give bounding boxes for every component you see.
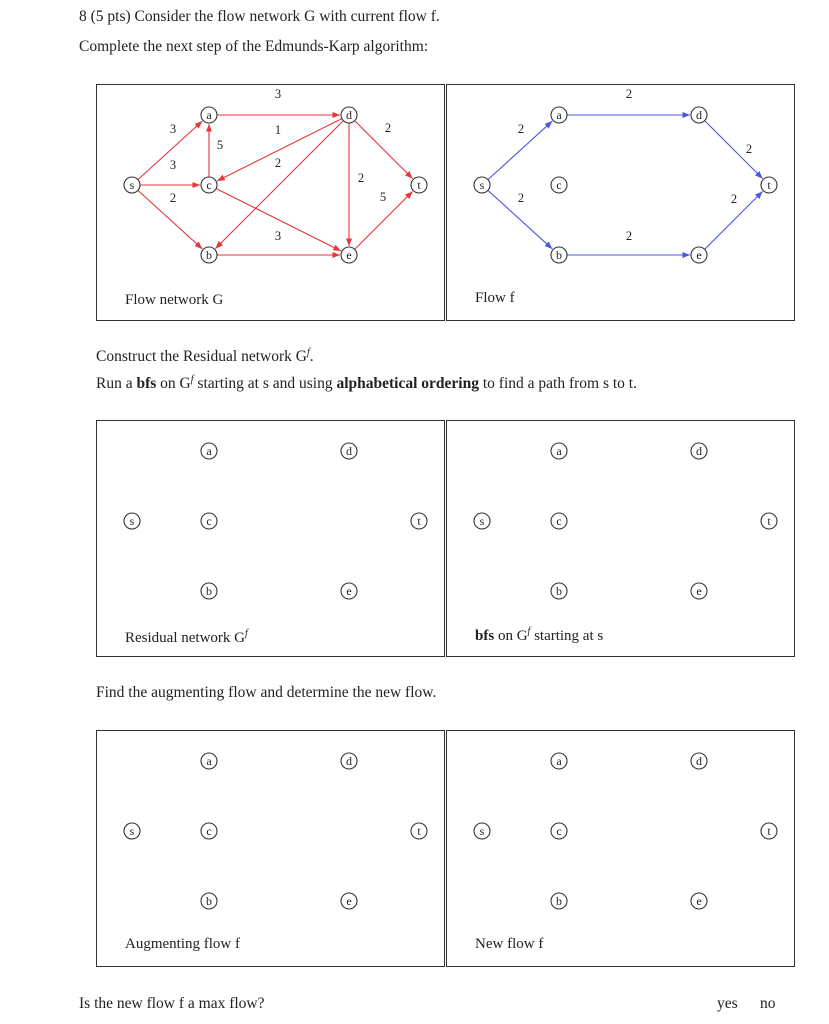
residual-node-label-d: d	[346, 444, 352, 458]
flow-node-label-e: e	[696, 248, 702, 262]
flow-network-caption: Flow network G	[125, 292, 224, 308]
network-edge-d-t	[355, 121, 413, 179]
residual-node-d	[341, 443, 357, 459]
run-bfs-instruction	[96, 374, 637, 393]
network-node-label-d: d	[346, 108, 352, 122]
run-mid1: on G	[156, 375, 191, 393]
network-node-s	[124, 177, 140, 193]
construct-tail: .	[309, 348, 314, 366]
flow-graph	[447, 85, 795, 321]
residual-node-label-s: s	[129, 514, 135, 528]
question-header	[79, 8, 440, 26]
augmenting-node-t	[411, 823, 427, 839]
bfs-node-s	[474, 513, 490, 529]
residual-node-label-b: b	[206, 584, 212, 598]
augmenting-node-d	[341, 753, 357, 769]
find-instruction: Find the augmenting flow and determine the new flow.	[96, 684, 437, 701]
network-node-c	[201, 177, 217, 193]
augmenting-node-s	[124, 823, 140, 839]
bfs-graph	[447, 421, 795, 657]
network-edge-label-a-d: 3	[274, 87, 282, 101]
network-node-b	[201, 247, 217, 263]
construct-text: Construct the Residual network G	[96, 348, 307, 366]
flow-node-s	[474, 177, 490, 193]
augmenting-node-label-c: c	[206, 824, 212, 838]
augmenting-node-b	[201, 893, 217, 909]
residual-node-label-t: t	[417, 514, 421, 528]
network-edge-label-s-b: 2	[169, 191, 177, 205]
network-node-label-b: b	[206, 248, 212, 262]
construct-sup: f	[306, 347, 310, 358]
augmenting-graph	[97, 731, 445, 967]
bfs-node-label-s: s	[479, 514, 485, 528]
network-node-label-s: s	[129, 178, 135, 192]
residual-caption-sup: f	[244, 628, 248, 639]
bfs-caption-bold: bfs	[475, 628, 495, 644]
network-edge-label-d-c: 1	[274, 123, 282, 137]
bfs-node-label-b: b	[556, 584, 562, 598]
flow-panel	[446, 84, 795, 321]
residual-node-b	[201, 583, 217, 599]
augmenting-node-label-s: s	[129, 824, 135, 838]
flow-node-label-c: c	[556, 178, 562, 192]
new-flow-graph	[447, 731, 795, 967]
flow-node-label-d: d	[696, 108, 702, 122]
construct-instruction	[96, 347, 314, 366]
flow-edge-label-s-a: 2	[517, 122, 525, 136]
new-flow-node-label-s: s	[479, 824, 485, 838]
run-mid2: starting at s and using	[193, 375, 337, 393]
bfs-node-label-e: e	[696, 584, 702, 598]
new-flow-panel[interactable]	[446, 730, 795, 967]
flow-network-graph	[97, 85, 445, 321]
residual-node-label-e: e	[346, 584, 352, 598]
augmenting-caption: Augmenting flow f	[125, 936, 240, 952]
answer-yes[interactable]: yes	[717, 995, 738, 1012]
run-sup: f	[190, 374, 194, 385]
flow-edge-label-d-t: 2	[745, 142, 753, 156]
augmenting-node-a	[201, 753, 217, 769]
augmenting-node-label-t: t	[417, 824, 421, 838]
flow-node-label-t: t	[767, 178, 771, 192]
residual-node-t	[411, 513, 427, 529]
new-flow-node-label-t: t	[767, 824, 771, 838]
residual-node-label-c: c	[206, 514, 212, 528]
bfs-node-e	[691, 583, 707, 599]
augmenting-node-c	[201, 823, 217, 839]
residual-node-c	[201, 513, 217, 529]
new-flow-node-label-a: a	[556, 754, 562, 768]
network-edge-label-b-e: 3	[274, 229, 282, 243]
bfs-node-b	[551, 583, 567, 599]
network-edge-label-d-t: 2	[384, 121, 392, 135]
augmenting-node-e	[341, 893, 357, 909]
residual-node-e	[341, 583, 357, 599]
augmenting-node-label-b: b	[206, 894, 212, 908]
instruction-line: Complete the next step of the Edmunds-Karp algorithm:	[79, 38, 429, 55]
bfs-node-label-d: d	[696, 444, 702, 458]
question-number: 8	[79, 8, 87, 25]
new-flow-node-c	[551, 823, 567, 839]
bfs-caption-rest: on G	[494, 628, 528, 644]
flow-node-label-s: s	[479, 178, 485, 192]
network-edge-label-c-e: 2	[274, 156, 282, 170]
flow-node-label-b: b	[556, 248, 562, 262]
augmenting-node-label-e: e	[346, 894, 352, 908]
bfs-node-a	[551, 443, 567, 459]
flow-edge-d-t	[705, 121, 763, 179]
residual-node-label-a: a	[206, 444, 212, 458]
flow-node-b	[551, 247, 567, 263]
bfs-caption	[475, 626, 603, 645]
run-bold-alpha: alphabetical ordering	[336, 375, 479, 393]
flow-edge-label-e-t: 2	[730, 192, 738, 206]
augmenting-node-label-a: a	[206, 754, 212, 768]
network-edge-label-d-e: 2	[357, 171, 365, 185]
network-edge-label-s-c: 3	[169, 158, 177, 172]
question-intro: Consider the flow network G with current flow f.	[134, 8, 440, 25]
network-node-label-t: t	[417, 178, 421, 192]
bfs-node-d	[691, 443, 707, 459]
bfs-caption-tail: starting at s	[530, 628, 604, 644]
residual-caption	[125, 628, 248, 647]
flow-edge-label-b-e: 2	[625, 229, 633, 243]
network-node-label-e: e	[346, 248, 352, 262]
bfs-panel[interactable]	[446, 420, 795, 657]
flow-caption: Flow f	[475, 290, 515, 306]
residual-panel[interactable]	[96, 420, 445, 657]
network-node-d	[341, 107, 357, 123]
run-tail: to find a path from s to t.	[478, 375, 637, 393]
bfs-node-label-c: c	[556, 514, 562, 528]
answer-no[interactable]: no	[760, 995, 776, 1012]
flow-node-e	[691, 247, 707, 263]
flow-edge-label-a-d: 2	[625, 87, 633, 101]
new-flow-node-s	[474, 823, 490, 839]
bfs-caption-sup: f	[527, 626, 531, 637]
new-flow-node-t	[761, 823, 777, 839]
run-prefix: Run a	[96, 375, 137, 393]
bfs-node-c	[551, 513, 567, 529]
network-node-label-c: c	[206, 178, 212, 192]
new-flow-node-label-b: b	[556, 894, 562, 908]
network-node-label-a: a	[206, 108, 212, 122]
network-node-a	[201, 107, 217, 123]
network-node-e	[341, 247, 357, 263]
new-flow-node-a	[551, 753, 567, 769]
new-flow-caption: New flow f	[475, 936, 544, 952]
residual-caption-text: Residual network G	[125, 630, 245, 646]
residual-graph	[97, 421, 445, 657]
new-flow-node-b	[551, 893, 567, 909]
flow-node-label-a: a	[556, 108, 562, 122]
new-flow-node-e	[691, 893, 707, 909]
network-edge-label-e-t: 5	[379, 190, 387, 204]
question-points: (5 pts)	[90, 8, 131, 25]
new-flow-node-label-d: d	[696, 754, 702, 768]
new-flow-node-d	[691, 753, 707, 769]
run-bold-bfs: bfs	[136, 375, 157, 393]
bfs-node-label-a: a	[556, 444, 562, 458]
augmenting-panel[interactable]	[96, 730, 445, 967]
residual-node-s	[124, 513, 140, 529]
bfs-node-t	[761, 513, 777, 529]
network-edge-label-s-a: 3	[169, 122, 177, 136]
network-node-t	[411, 177, 427, 193]
network-edge-label-c-a: 5	[216, 138, 224, 152]
max-flow-question: Is the new flow f a max flow?	[79, 995, 265, 1012]
new-flow-node-label-e: e	[696, 894, 702, 908]
flow-node-d	[691, 107, 707, 123]
residual-node-a	[201, 443, 217, 459]
flow-node-t	[761, 177, 777, 193]
flow-node-a	[551, 107, 567, 123]
new-flow-node-label-c: c	[556, 824, 562, 838]
augmenting-node-label-d: d	[346, 754, 352, 768]
bfs-node-label-t: t	[767, 514, 771, 528]
flow-network-panel	[96, 84, 445, 321]
flow-edge-label-s-b: 2	[517, 191, 525, 205]
flow-node-c	[551, 177, 567, 193]
